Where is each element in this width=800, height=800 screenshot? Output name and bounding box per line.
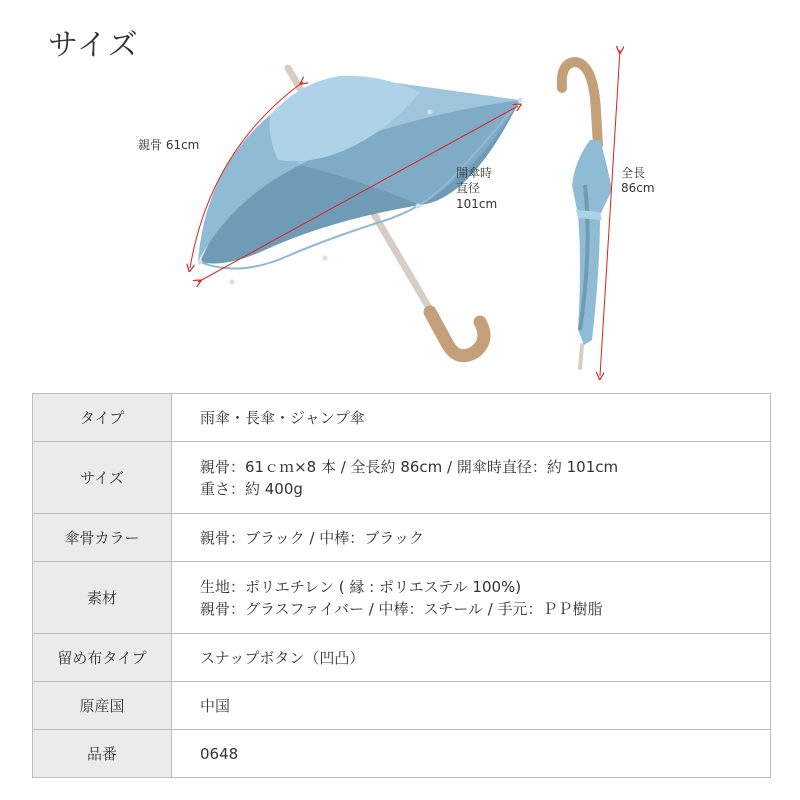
spec-label-material: 素材 (33, 562, 172, 634)
total-length-label-line-2: 86cm (621, 181, 655, 195)
spec-label-country: 原産国 (33, 682, 172, 730)
spec-value-material (172, 562, 771, 634)
spec-label-strap-type: 留め布タイプ (33, 634, 172, 682)
spec-row-material (33, 562, 771, 634)
spec-label-frame-color: 傘骨カラー (33, 514, 172, 562)
umbrella-size-diagram (0, 0, 800, 390)
diameter-label-line-2: 直径 (456, 181, 481, 195)
closed-umbrella-tip (580, 345, 582, 368)
spec-row-strap-type (33, 634, 771, 682)
spec-row-country (33, 682, 771, 730)
spec-value-type (172, 394, 771, 442)
closed-umbrella-canopy (572, 140, 612, 345)
page-title: サイズ (48, 28, 139, 63)
spec-value-size (172, 442, 771, 514)
spec-row-type (33, 394, 771, 442)
closed-umbrella-illustration (562, 62, 612, 368)
diameter-label-line-1: 開傘時 (456, 166, 493, 180)
spec-label-size: サイズ (33, 442, 172, 514)
spec-label-product-number: 品番 (33, 730, 172, 778)
spec-value-line: 親骨：ブラック / 中棒：ブラック (200, 528, 424, 547)
diameter-label-line-3: 101cm (456, 197, 498, 211)
spec-value-frame-color (172, 514, 771, 562)
spec-value-line: スナップボタン（凹凸） (200, 648, 365, 667)
spec-value-line: 中国 (200, 696, 231, 715)
spec-value-line: 親骨：グラスファイバー / 中棒：スチール / 手元：ＰＰ樹脂 (200, 599, 603, 618)
spec-row-product-number (33, 730, 771, 778)
spec-value-strap-type (172, 634, 771, 682)
spec-value-country (172, 682, 771, 730)
spec-value-line: 親骨：61ｃｍ×8 本 / 全長約 86cm / 開傘時直径：約 101cm (200, 457, 619, 476)
spec-label-type: タイプ (33, 394, 172, 442)
umbrella-handle (430, 312, 484, 356)
total-length-arrow (600, 50, 620, 376)
spec-value-line: 雨傘・長傘・ジャンプ傘 (200, 408, 365, 427)
spec-row-size (33, 442, 771, 514)
spec-row-frame-color (33, 514, 771, 562)
total-length-label-line-1: 全長 (621, 166, 646, 180)
spec-value-line: 生地：ポリエチレン ( 縁 : ポリエステル 100%) (200, 577, 522, 596)
spec-table (32, 393, 771, 778)
spec-value-line: 重さ：約 400g (200, 479, 303, 498)
spec-value-product-number (172, 730, 771, 778)
spec-value-line: 0648 (200, 744, 239, 763)
rib-length-label: 親骨 61cm (138, 138, 200, 152)
open-umbrella-illustration (198, 68, 523, 356)
closed-umbrella-handle (562, 62, 598, 145)
